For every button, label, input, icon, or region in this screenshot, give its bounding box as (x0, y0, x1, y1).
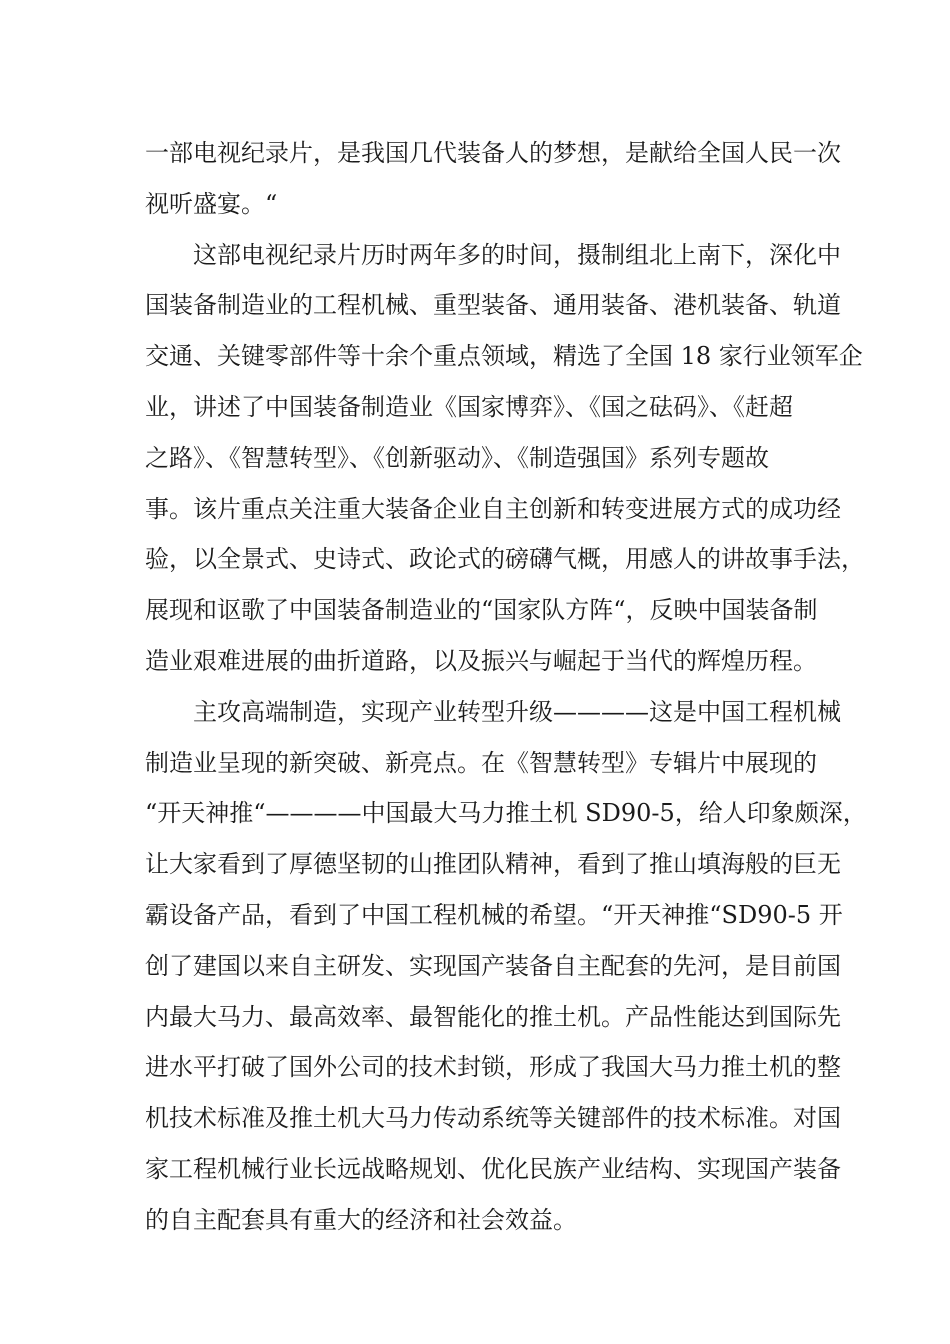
text-line: 展现和讴歌了中国装备制造业的“国家队方阵“，反映中国装备制 (145, 596, 818, 625)
text-line: 让大家看到了厚德坚韧的山推团队精神，看到了推山填海般的巨无 (145, 850, 841, 879)
text-line: 视听盛宴。“ (145, 189, 278, 218)
text-line: 内最大马力、最高效率、最智能化的推土机。产品性能达到国际先 (145, 1002, 841, 1031)
text-line: 之路》、《智慧转型》、《创新驱动》、《制造强国》系列专题故 (145, 443, 769, 472)
text-line: “开天神推“————中国最大马力推土机 SD90-5，给人印象颇深， (145, 799, 867, 828)
text-line: 霸设备产品，看到了中国工程机械的希望。“开天神推“SD90-5 开 (145, 900, 843, 929)
text-line: 创了建国以来自主研发、实现国产装备自主配套的先河，是目前国 (145, 951, 841, 980)
text-line: 一部电视纪录片，是我国几代装备人的梦想，是献给全国人民一次 (145, 139, 841, 167)
text-line: 国装备制造业的工程机械、重型装备、通用装备、港机装备、轨道 (145, 291, 841, 320)
text-line: 进水平打破了国外公司的技术封锁，形成了我国大马力推土机的整 (145, 1053, 841, 1082)
text-line: 事。该片重点关注重大装备企业自主创新和转变进展方式的成功经 (145, 494, 841, 523)
text-line: 的自主配套具有重大的经济和社会效益。 (145, 1205, 577, 1234)
text-line: 验，以全景式、史诗式、政论式的磅礴气概，用感人的讲故事手法， (145, 545, 865, 574)
text-line: 制造业呈现的新突破、新亮点。在《智慧转型》专辑片中展现的 (145, 748, 817, 777)
text-line: 业，讲述了中国装备制造业《国家博弈》、《国之砝码》、《赶超 (145, 392, 793, 421)
text-line: 这部电视纪录片历时两年多的时间，摄制组北上南下，深化中 (145, 240, 841, 269)
text-line: 机技术标准及推土机大马力传动系统等关键部件的技术标准。对国 (145, 1104, 841, 1133)
text-line: 交通、关键零部件等十余个重点领域，精选了全国 18 家行业领军企 (145, 342, 863, 371)
body-text (145, 128, 867, 1246)
text-line: 主攻高端制造，实现产业转型升级————这是中国工程机械 (145, 697, 841, 726)
text-line: 家工程机械行业长远战略规划、优化民族产业结构、实现国产装备 (145, 1154, 841, 1183)
text-line: 造业艰难进展的曲折道路，以及振兴与崛起于当代的辉煌历程。 (145, 646, 817, 675)
